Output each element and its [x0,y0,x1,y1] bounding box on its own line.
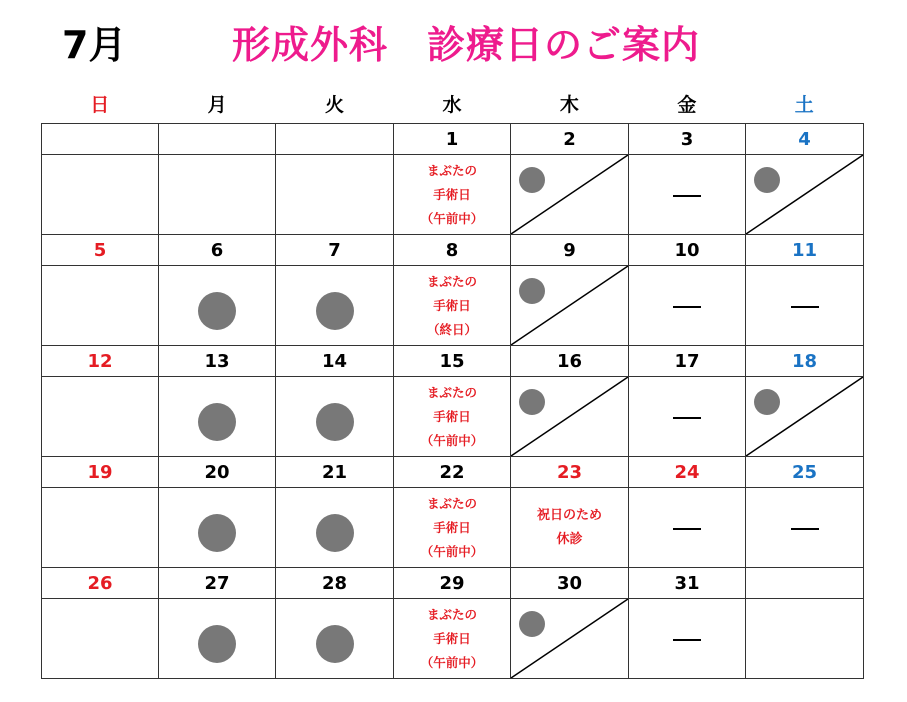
date-cell: 9 [511,235,629,266]
date-cell: 8 [394,235,511,266]
dash-icon [673,306,701,308]
circle-icon [316,403,354,441]
date-cell: 28 [276,568,394,599]
circle-icon [198,292,236,330]
date-row [42,346,864,377]
diagonal-line-icon [511,155,628,234]
status-row [42,266,864,346]
surgery-note-cell [394,377,511,457]
date-cell: 1 [394,124,511,155]
month-label: 7月 [62,23,127,67]
empty-cell [42,488,159,568]
date-cell: 2 [511,124,629,155]
date-cell: 17 [629,346,746,377]
note-line: まぶたの [426,162,477,178]
empty-cell [42,599,159,679]
dash-icon [673,639,701,641]
date-cell [42,124,159,155]
surgery-note-cell [394,266,511,346]
diagonal-line-icon [746,155,863,234]
open-cell [159,377,276,457]
empty-cell [42,266,159,346]
date-cell: 5 [42,235,159,266]
dash-icon [673,195,701,197]
date-cell: 11 [746,235,864,266]
date-cell [159,124,276,155]
weekday-wed: 水 [442,94,462,116]
date-cell: 26 [42,568,159,599]
holiday-note-cell [511,488,629,568]
weekday-sat: 土 [794,94,814,116]
note-line: 手術日 [433,297,471,313]
diagonal-line-icon [511,377,628,456]
note-line: （午前中） [420,432,484,448]
closed-cell [629,599,746,679]
date-cell-holiday: 23 [511,457,629,488]
weekday-tue: 火 [325,94,345,116]
note-line: まぶたの [426,384,477,400]
calendar-table [41,123,864,679]
date-row [42,568,864,599]
half-day-cell [511,377,629,457]
half-day-cell [511,266,629,346]
empty-cell [159,155,276,235]
date-cell: 13 [159,346,276,377]
empty-cell [746,599,864,679]
note-line: （午前中） [420,654,484,670]
circle-icon [198,403,236,441]
closed-cell [746,488,864,568]
date-cell-holiday: 24 [629,457,746,488]
half-day-cell [511,155,629,235]
closed-cell [746,266,864,346]
dash-icon [673,528,701,530]
surgery-note-cell [394,155,511,235]
status-row [42,488,864,568]
status-row [42,155,864,235]
date-cell: 29 [394,568,511,599]
date-cell: 27 [159,568,276,599]
weekday-thu: 木 [559,94,579,116]
date-cell: 10 [629,235,746,266]
date-cell: 20 [159,457,276,488]
date-row [42,235,864,266]
date-cell: 16 [511,346,629,377]
diagonal-line-icon [511,599,628,678]
date-row [42,124,864,155]
open-cell [276,488,394,568]
date-cell: 4 [746,124,864,155]
open-cell [276,599,394,679]
open-cell [276,377,394,457]
dash-icon [673,417,701,419]
weekday-mon: 月 [207,94,227,116]
holiday-note-line: 休診 [556,531,583,547]
note-line: 手術日 [433,519,471,535]
circle-icon [198,514,236,552]
note-line: 手術日 [433,630,471,646]
date-cell: 21 [276,457,394,488]
closed-cell [629,377,746,457]
note-line: まぶたの [426,273,477,289]
weekday-fri: 金 [677,94,697,116]
circle-icon [316,625,354,663]
note-line: （終日） [426,321,477,337]
open-cell [159,599,276,679]
circle-icon [198,625,236,663]
date-cell: 7 [276,235,394,266]
note-line: まぶたの [426,606,477,622]
page-title: 形成外科 診療日のご案内 [232,23,701,67]
date-cell: 19 [42,457,159,488]
date-cell [276,124,394,155]
surgery-note-cell [394,599,511,679]
circle-icon [316,292,354,330]
half-day-cell [511,599,629,679]
weekday-sun: 日 [90,94,110,116]
closed-cell [629,155,746,235]
date-cell: 30 [511,568,629,599]
status-row [42,599,864,679]
date-cell: 3 [629,124,746,155]
half-day-cell [746,155,864,235]
weekday-header [41,90,863,120]
closed-cell [629,488,746,568]
diagonal-line-icon [746,377,863,456]
date-cell [746,568,864,599]
date-cell: 14 [276,346,394,377]
holiday-note-line: 祝日のため [536,507,602,523]
empty-cell [42,155,159,235]
note-line: （午前中） [420,543,484,559]
closed-cell [629,266,746,346]
open-cell [276,266,394,346]
date-cell: 12 [42,346,159,377]
surgery-note-cell [394,488,511,568]
diagonal-line-icon [511,266,628,345]
note-line: まぶたの [426,495,477,511]
date-cell: 18 [746,346,864,377]
empty-cell [276,155,394,235]
half-day-cell [746,377,864,457]
date-cell: 6 [159,235,276,266]
date-cell: 15 [394,346,511,377]
date-cell: 31 [629,568,746,599]
open-cell [159,488,276,568]
circle-icon [316,514,354,552]
note-line: 手術日 [433,186,471,202]
open-cell [159,266,276,346]
date-cell: 25 [746,457,864,488]
empty-cell [42,377,159,457]
date-cell: 22 [394,457,511,488]
dash-icon [791,528,819,530]
status-row [42,377,864,457]
note-line: 手術日 [433,408,471,424]
note-line: （午前中） [420,210,484,226]
dash-icon [791,306,819,308]
date-row [42,457,864,488]
